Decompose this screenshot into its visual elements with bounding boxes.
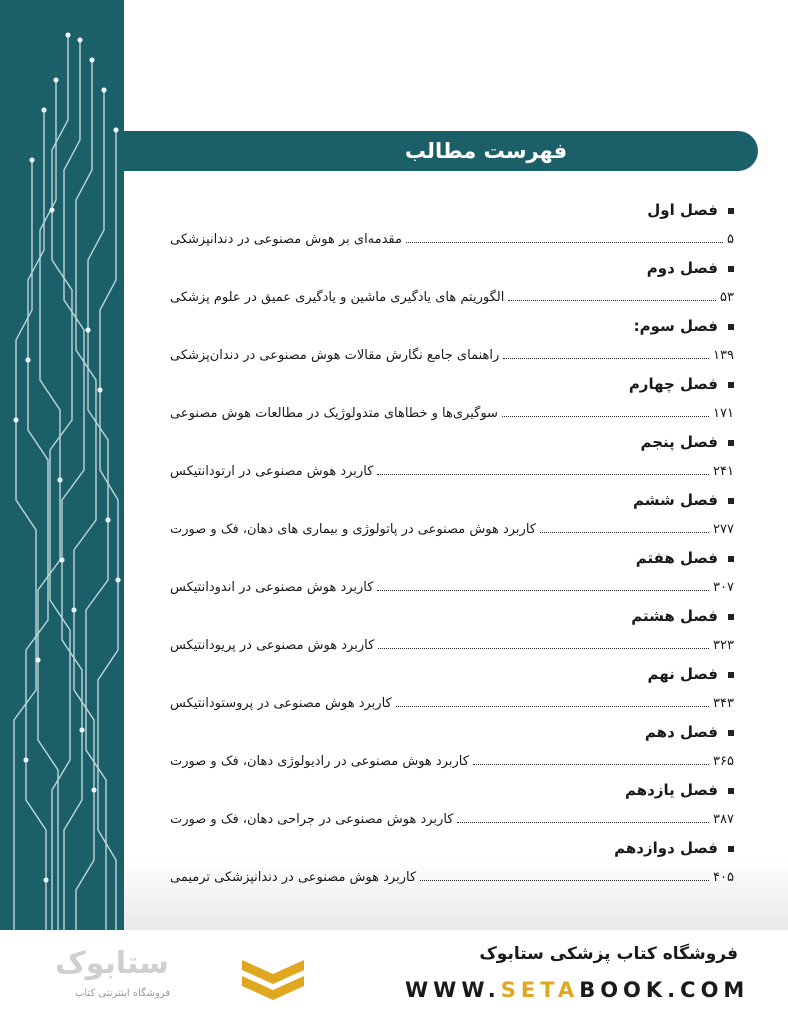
chapter-heading <box>625 781 734 799</box>
dot-leader <box>420 880 709 881</box>
bullet-icon <box>728 382 734 388</box>
chapter-label: فصل دوازدهم <box>614 839 718 857</box>
dot-leader <box>457 822 709 823</box>
dot-leader <box>377 474 709 475</box>
chapter-heading <box>633 491 734 509</box>
chapter-label: فصل دهم <box>644 723 718 741</box>
chapter-heading <box>614 839 734 857</box>
toc-entry[interactable] <box>170 286 734 308</box>
bullet-icon <box>728 208 734 214</box>
entry-title: الگوریتم های یادگیری ماشین و یادگیری عمیق در علوم پزشکی <box>170 289 505 305</box>
shop-name: فروشگاه کتاب پزشکی ستابوک <box>479 944 738 964</box>
bullet-icon <box>728 672 734 678</box>
chapter-heading <box>631 607 734 625</box>
entry-title: کاربرد هوش مصنوعی در اندودانتیکس <box>170 579 374 595</box>
entry-title: مقدمه‌ای بر هوش مصنوعی در دندانپزشکی <box>170 231 402 247</box>
page-number: ۵۳ <box>720 289 734 305</box>
page-number: ۳۸۷ <box>713 811 734 827</box>
dot-leader <box>503 358 709 359</box>
chapter-label: فصل پنجم <box>640 433 718 451</box>
page-title: فهرست مطالب <box>404 139 568 163</box>
toc-entry[interactable] <box>170 460 734 482</box>
toc-entry[interactable] <box>170 402 734 424</box>
entry-title: کاربرد هوش مصنوعی در دندانپزشکی ترمیمی <box>170 869 417 885</box>
chapter-label: فصل ششم <box>633 491 718 509</box>
decorative-side-panel <box>0 0 124 930</box>
dot-leader <box>540 532 709 533</box>
chapter-label: فصل هفتم <box>635 549 718 567</box>
entry-title: کاربرد هوش مصنوعی در پریودانتیکس <box>170 637 375 653</box>
chapter-heading <box>647 201 734 219</box>
page-number: ۳۴۳ <box>713 695 734 711</box>
chapter-label: فصل اول <box>647 201 718 219</box>
page-number: ۱۷۱ <box>713 405 734 421</box>
brand-logo: ستابوک <box>55 946 169 981</box>
bullet-icon <box>728 498 734 504</box>
page-number: ۳۰۷ <box>713 579 734 595</box>
bullet-icon <box>728 266 734 272</box>
dot-leader <box>378 648 709 649</box>
bullet-icon <box>728 440 734 446</box>
book-logo-icon <box>238 952 308 1002</box>
dot-leader <box>377 590 709 591</box>
chapter-heading <box>629 375 734 393</box>
chapter-heading <box>647 259 734 277</box>
page-number: ۳۲۳ <box>713 637 734 653</box>
dot-leader <box>396 706 709 707</box>
dot-leader <box>473 764 709 765</box>
toc-entry[interactable] <box>170 344 734 366</box>
entry-title: راهنمای جامع نگارش مقالات هوش مصنوعی در دندان‌پزشکی <box>170 347 500 363</box>
bullet-icon <box>728 788 734 794</box>
entry-title: کاربرد هوش مصنوعی در جراحی دهان، فک و صورت <box>170 811 454 827</box>
bullet-icon <box>728 614 734 620</box>
chapter-heading <box>640 433 734 451</box>
brand-tagline: فروشگاه اینترنتی کتاب <box>75 988 171 999</box>
chapter-label: فصل دوم <box>646 259 718 277</box>
toc-entry[interactable] <box>170 866 734 888</box>
entry-title: سوگیری‌ها و خطاهای متدولوژیک در مطالعات هوش مصنوعی <box>170 405 498 421</box>
page-number: ۲۷۷ <box>713 521 734 537</box>
toc-entry[interactable] <box>170 808 734 830</box>
chapter-heading <box>634 317 734 335</box>
toc-title-bar <box>124 131 758 171</box>
entry-title: کاربرد هوش مصنوعی در ارتودانتیکس <box>170 463 374 479</box>
toc-entry[interactable] <box>170 750 734 772</box>
page-number: ۴۰۵ <box>713 869 734 885</box>
chapter-label: فصل هشتم <box>631 607 718 625</box>
dot-leader <box>406 242 723 243</box>
dot-leader <box>502 416 709 417</box>
shop-url[interactable] <box>405 978 749 1002</box>
chapter-label: فصل یازدهم <box>625 781 718 799</box>
url-part-2: SETA <box>500 978 580 1002</box>
toc-entry[interactable] <box>170 634 734 656</box>
entry-title: کاربرد هوش مصنوعی در رادیولوژی دهان، فک و صورت <box>170 753 469 769</box>
circuit-pattern-icon <box>0 0 124 930</box>
entry-title: کاربرد هوش مصنوعی در پروستودانتیکس <box>170 695 392 711</box>
dot-leader <box>508 300 716 301</box>
page-number: ۵ <box>727 231 734 247</box>
page-number: ۱۳۹ <box>713 347 734 363</box>
toc-entry[interactable] <box>170 692 734 714</box>
toc-entry[interactable] <box>170 518 734 540</box>
toc-entry[interactable] <box>170 576 734 598</box>
url-part-4: OOK.COM <box>600 978 750 1002</box>
chapter-heading <box>636 549 734 567</box>
bullet-icon <box>728 730 734 736</box>
chapter-label: فصل سوم: <box>633 317 718 335</box>
entry-title: کاربرد هوش مصنوعی در پاتولوژی و بیماری های دهان، فک و صورت <box>170 521 536 537</box>
page-number: ۳۶۵ <box>713 753 734 769</box>
bullet-icon <box>728 556 734 562</box>
page-number: ۲۴۱ <box>713 463 734 479</box>
chapter-label: فصل نهم <box>647 665 718 683</box>
bullet-icon <box>728 846 734 852</box>
bullet-icon <box>728 324 734 330</box>
toc-entry[interactable] <box>170 228 734 250</box>
chapter-heading <box>645 723 734 741</box>
chapter-heading <box>647 665 734 683</box>
url-part-3: B <box>579 978 601 1002</box>
chapter-label: فصل چهارم <box>628 375 718 393</box>
url-part-1: WWW. <box>405 978 501 1002</box>
